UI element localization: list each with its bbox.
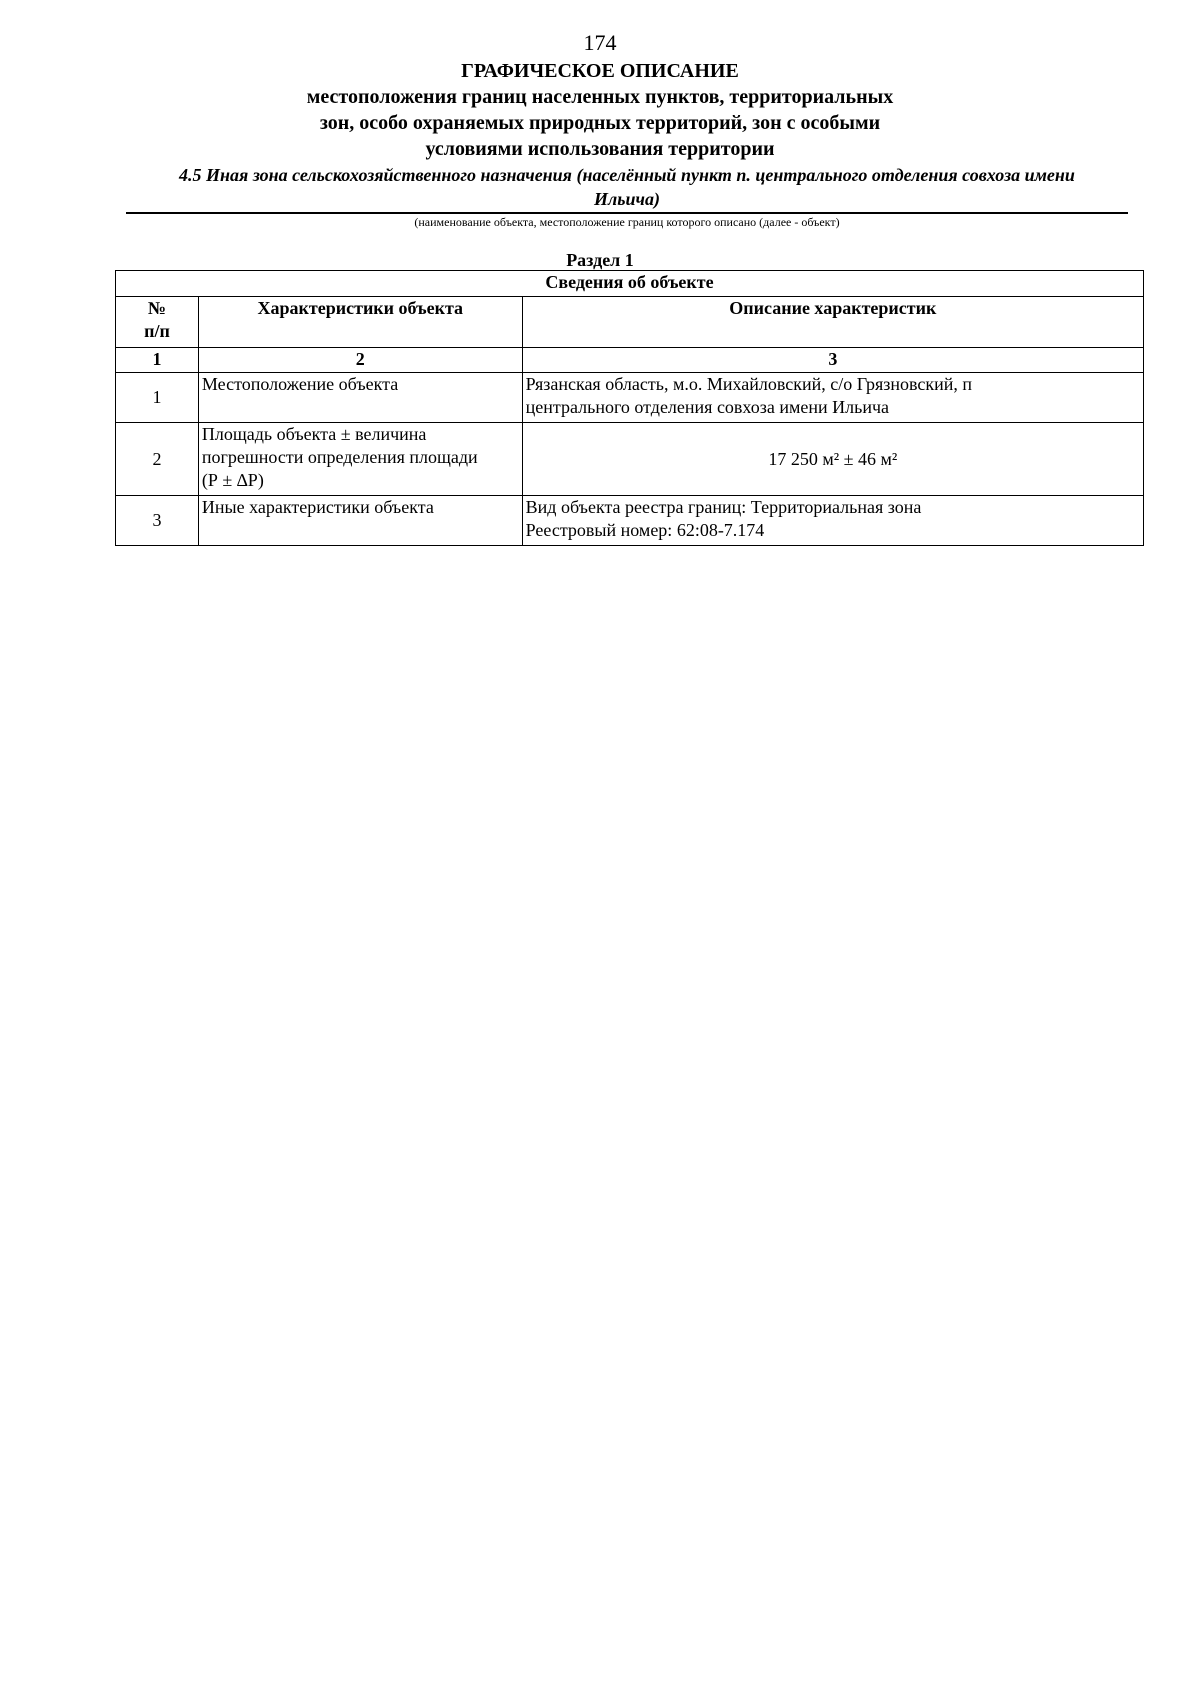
header-num-line-1: № — [147, 298, 166, 318]
column-numbers-row — [116, 348, 1144, 373]
row-number: 1 — [116, 373, 199, 423]
header-num — [116, 297, 199, 348]
column-number: 2 — [198, 348, 522, 373]
object-info-table — [115, 270, 1144, 546]
title-line-4: условиями использования территории — [425, 138, 775, 160]
row-characteristic — [198, 423, 522, 496]
document-title — [0, 58, 1200, 162]
row-characteristic: Иные характеристики объекта — [198, 496, 522, 546]
row-description — [522, 373, 1143, 423]
characteristic-line: погрешности определения площади — [201, 447, 478, 467]
row-number: 2 — [116, 423, 199, 496]
column-number: 3 — [522, 348, 1143, 373]
header-num-line-2: п/п — [144, 321, 170, 341]
header-description: Описание характеристик — [522, 297, 1143, 348]
object-name — [126, 163, 1128, 211]
row-description: 17 250 м² ± 46 м² — [522, 423, 1143, 496]
table-row — [116, 373, 1144, 423]
row-description — [522, 496, 1143, 546]
characteristic-line: (Р ± ∆Р) — [201, 470, 264, 490]
table-caption-row — [116, 271, 1144, 297]
table-row — [116, 423, 1144, 496]
table-caption: Сведения об объекте — [116, 271, 1144, 297]
section-title: Раздел 1 — [566, 250, 634, 270]
object-name-underline — [126, 212, 1128, 214]
characteristic-line: Площадь объекта ± величина — [201, 424, 427, 444]
title-line-2: местоположения границ населенных пунктов, территориальных — [306, 86, 894, 108]
object-caption: (наименование объекта, местоположение границ которого описано (далее - объект) — [414, 215, 840, 229]
header-characteristics: Характеристики объекта — [198, 297, 522, 348]
description-line: Реестровый номер: 62:08-7.174 — [525, 520, 765, 540]
table-header-row — [116, 297, 1144, 348]
description-line: Рязанская область, м.о. Михайловский, с/о Грязновский, п — [525, 374, 973, 394]
object-name-line-1: 4.5 Иная зона сельскохозяйственного назначения (населённый пункт п. центрального отделения совхоза имени — [179, 165, 1075, 185]
title-line-3: зон, особо охраняемых природных территорий, зон с особыми — [319, 112, 881, 134]
description-line: Вид объекта реестра границ: Территориальная зона — [525, 497, 922, 517]
row-characteristic: Местоположение объекта — [198, 373, 522, 423]
table-row — [116, 496, 1144, 546]
column-number: 1 — [116, 348, 199, 373]
page-number: 174 — [583, 30, 617, 55]
row-number: 3 — [116, 496, 199, 546]
description-line: центрального отделения совхоза имени Ильича — [525, 397, 889, 417]
object-name-line-2: Ильича) — [594, 189, 660, 209]
title-line-1: ГРАФИЧЕСКОЕ ОПИСАНИЕ — [461, 60, 739, 82]
